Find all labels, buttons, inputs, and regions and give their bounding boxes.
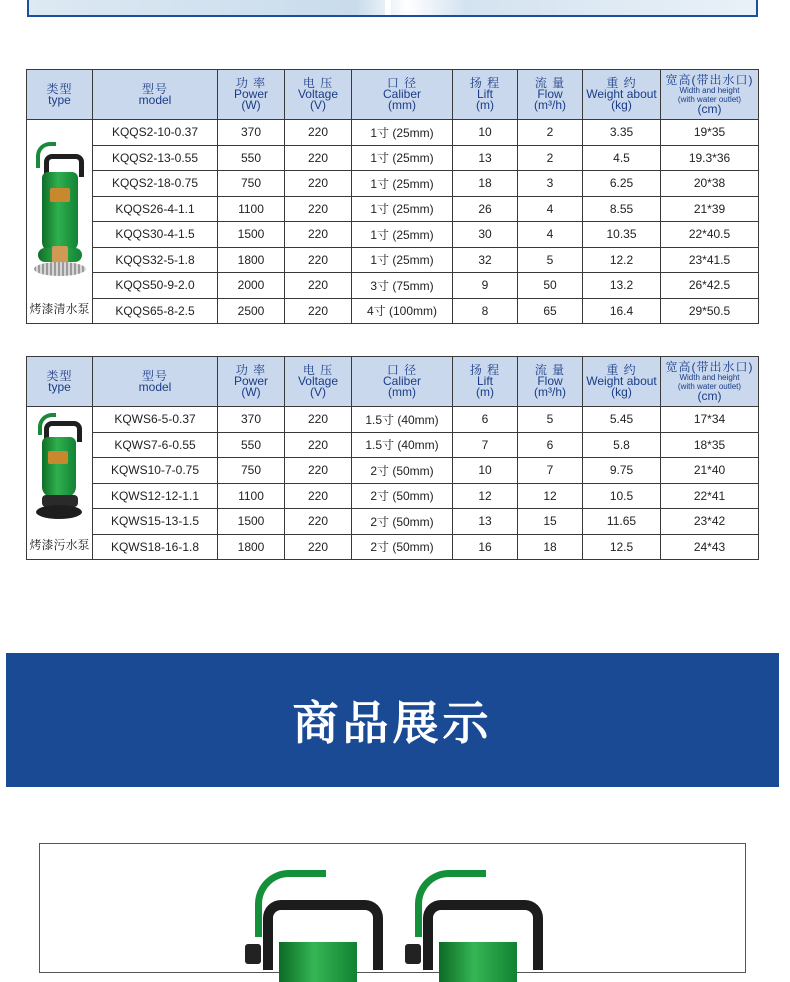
table-row <box>27 432 759 458</box>
cell-lift: 10 <box>453 120 518 146</box>
cell-model: KQQS32-5-1.8 <box>93 247 218 273</box>
cell-lift: 18 <box>453 171 518 197</box>
table-row <box>27 509 759 535</box>
cell-caliber: 2寸 (50mm) <box>352 534 453 560</box>
cell-power: 550 <box>218 145 285 171</box>
header-power: 功 率 Power (W) <box>218 357 285 407</box>
cell-lift: 10 <box>453 458 518 484</box>
cell-flow: 5 <box>518 407 583 433</box>
cell-voltage: 220 <box>285 509 352 535</box>
cell-size: 21*40 <box>661 458 759 484</box>
cell-size: 21*39 <box>661 196 759 222</box>
cell-flow: 4 <box>518 222 583 248</box>
section-banner <box>6 653 779 787</box>
cell-size: 26*42.5 <box>661 273 759 299</box>
cell-lift: 9 <box>453 273 518 299</box>
cell-power: 370 <box>218 120 285 146</box>
clear-water-pump-image <box>30 134 90 284</box>
pump-type-cell <box>27 120 93 324</box>
header-model: 型号 model <box>93 357 218 407</box>
cell-weight: 8.55 <box>583 196 661 222</box>
cell-power: 1500 <box>218 509 285 535</box>
sewage-pump-spec-table <box>26 356 759 560</box>
cell-power: 750 <box>218 171 285 197</box>
cell-weight: 6.25 <box>583 171 661 197</box>
cell-weight: 12.2 <box>583 247 661 273</box>
image-divider <box>385 0 391 15</box>
table-row <box>27 534 759 560</box>
table-row <box>27 222 759 248</box>
header-flow: 流 量 Flow (m³/h) <box>518 70 583 120</box>
cell-weight: 16.4 <box>583 298 661 324</box>
header-size: 宽高(带出水口) Width and height (with water outlet) (cm) <box>661 70 759 120</box>
cell-size: 17*34 <box>661 407 759 433</box>
cell-size: 22*40.5 <box>661 222 759 248</box>
sewage-pump-image <box>30 407 90 522</box>
cell-lift: 30 <box>453 222 518 248</box>
cell-caliber: 3寸 (75mm) <box>352 273 453 299</box>
cell-caliber: 1.5寸 (40mm) <box>352 407 453 433</box>
table-row <box>27 273 759 299</box>
cell-lift: 32 <box>453 247 518 273</box>
cell-model: KQWS18-16-1.8 <box>93 534 218 560</box>
cell-lift: 7 <box>453 432 518 458</box>
table-row <box>27 247 759 273</box>
cell-size: 23*42 <box>661 509 759 535</box>
cell-voltage: 220 <box>285 483 352 509</box>
cell-caliber: 4寸 (100mm) <box>352 298 453 324</box>
cell-model: KQQS65-8-2.5 <box>93 298 218 324</box>
table-row <box>27 407 759 433</box>
header-lift: 扬 程 Lift (m) <box>453 70 518 120</box>
table-row <box>27 120 759 146</box>
cell-caliber: 1寸 (25mm) <box>352 196 453 222</box>
header-lift: 扬 程 Lift (m) <box>453 357 518 407</box>
cell-caliber: 2寸 (50mm) <box>352 509 453 535</box>
cell-power: 2500 <box>218 298 285 324</box>
cell-voltage: 220 <box>285 247 352 273</box>
cell-weight: 10.5 <box>583 483 661 509</box>
cell-model: KQQS2-18-0.75 <box>93 171 218 197</box>
cell-voltage: 220 <box>285 145 352 171</box>
cell-size: 19*35 <box>661 120 759 146</box>
cell-model: KQQS2-10-0.37 <box>93 120 218 146</box>
header-weight: 重 约 Weight about (kg) <box>583 70 661 120</box>
cell-lift: 13 <box>453 509 518 535</box>
cell-caliber: 1寸 (25mm) <box>352 145 453 171</box>
cell-voltage: 220 <box>285 407 352 433</box>
clear-water-pump-spec-table <box>26 69 759 324</box>
cell-flow: 50 <box>518 273 583 299</box>
cell-power: 1100 <box>218 196 285 222</box>
cell-weight: 3.35 <box>583 120 661 146</box>
header-size: 宽高(带出水口) Width and height (with water outlet) (cm) <box>661 357 759 407</box>
header-model: 型号 model <box>93 70 218 120</box>
cell-model: KQQS50-9-2.0 <box>93 273 218 299</box>
table-header-row <box>27 70 759 120</box>
cell-power: 2000 <box>218 273 285 299</box>
cell-power: 550 <box>218 432 285 458</box>
cell-model: KQQS2-13-0.55 <box>93 145 218 171</box>
header-caliber: 口 径 Caliber (mm) <box>352 70 453 120</box>
table-header-row <box>27 357 759 407</box>
pump-type-label: 烤漆清水泵 <box>29 302 90 316</box>
cell-flow: 12 <box>518 483 583 509</box>
cell-caliber: 1.5寸 (40mm) <box>352 432 453 458</box>
top-product-image-strip <box>27 0 758 17</box>
table-row <box>27 196 759 222</box>
cell-power: 750 <box>218 458 285 484</box>
table-row <box>27 458 759 484</box>
cell-power: 1500 <box>218 222 285 248</box>
cell-weight: 10.35 <box>583 222 661 248</box>
cell-weight: 9.75 <box>583 458 661 484</box>
cell-caliber: 2寸 (50mm) <box>352 458 453 484</box>
cell-caliber: 1寸 (25mm) <box>352 171 453 197</box>
table-row <box>27 298 759 324</box>
pump-type-label: 烤漆污水泵 <box>29 538 90 552</box>
cell-weight: 5.45 <box>583 407 661 433</box>
cell-voltage: 220 <box>285 458 352 484</box>
cell-caliber: 2寸 (50mm) <box>352 483 453 509</box>
product-showcase-image <box>39 843 746 973</box>
cell-flow: 65 <box>518 298 583 324</box>
cell-lift: 13 <box>453 145 518 171</box>
cell-power: 370 <box>218 407 285 433</box>
cell-model: KQQS26-4-1.1 <box>93 196 218 222</box>
cell-model: KQQS30-4-1.5 <box>93 222 218 248</box>
cell-model: KQWS10-7-0.75 <box>93 458 218 484</box>
header-caliber: 口 径 Caliber (mm) <box>352 357 453 407</box>
cell-model: KQWS12-12-1.1 <box>93 483 218 509</box>
cell-caliber: 1寸 (25mm) <box>352 247 453 273</box>
table-row <box>27 483 759 509</box>
cell-model: KQWS7-6-0.55 <box>93 432 218 458</box>
header-weight: 重 约 Weight about (kg) <box>583 357 661 407</box>
cell-flow: 15 <box>518 509 583 535</box>
cell-voltage: 220 <box>285 298 352 324</box>
cell-flow: 2 <box>518 120 583 146</box>
cell-caliber: 1寸 (25mm) <box>352 222 453 248</box>
cell-voltage: 220 <box>285 222 352 248</box>
cell-voltage: 220 <box>285 171 352 197</box>
cell-weight: 11.65 <box>583 509 661 535</box>
header-type: 类型 type <box>27 357 93 407</box>
banner-title: 商品展示 <box>292 697 493 749</box>
cell-flow: 18 <box>518 534 583 560</box>
header-power: 功 率 Power (W) <box>218 70 285 120</box>
cell-flow: 7 <box>518 458 583 484</box>
header-voltage: 电 压 Voltage (V) <box>285 70 352 120</box>
cell-flow: 5 <box>518 247 583 273</box>
cell-voltage: 220 <box>285 432 352 458</box>
cell-voltage: 220 <box>285 120 352 146</box>
cell-lift: 6 <box>453 407 518 433</box>
header-voltage: 电 压 Voltage (V) <box>285 357 352 407</box>
cell-lift: 26 <box>453 196 518 222</box>
header-flow: 流 量 Flow (m³/h) <box>518 357 583 407</box>
cell-power: 1100 <box>218 483 285 509</box>
header-type: 类型 type <box>27 70 93 120</box>
cell-flow: 4 <box>518 196 583 222</box>
cell-flow: 3 <box>518 171 583 197</box>
cell-size: 19.3*36 <box>661 145 759 171</box>
cell-size: 20*38 <box>661 171 759 197</box>
cell-voltage: 220 <box>285 273 352 299</box>
cell-lift: 16 <box>453 534 518 560</box>
table-row <box>27 171 759 197</box>
cell-weight: 13.2 <box>583 273 661 299</box>
cell-model: KQWS15-13-1.5 <box>93 509 218 535</box>
cell-model: KQWS6-5-0.37 <box>93 407 218 433</box>
cell-size: 23*41.5 <box>661 247 759 273</box>
cell-size: 22*41 <box>661 483 759 509</box>
cell-weight: 5.8 <box>583 432 661 458</box>
pump-type-cell <box>27 407 93 560</box>
cell-size: 24*43 <box>661 534 759 560</box>
cell-caliber: 1寸 (25mm) <box>352 120 453 146</box>
cell-voltage: 220 <box>285 534 352 560</box>
cell-lift: 8 <box>453 298 518 324</box>
table-row <box>27 145 759 171</box>
cell-flow: 6 <box>518 432 583 458</box>
cell-size: 18*35 <box>661 432 759 458</box>
cell-flow: 2 <box>518 145 583 171</box>
cell-size: 29*50.5 <box>661 298 759 324</box>
cell-power: 1800 <box>218 534 285 560</box>
cell-power: 1800 <box>218 247 285 273</box>
cell-lift: 12 <box>453 483 518 509</box>
cell-voltage: 220 <box>285 196 352 222</box>
cell-weight: 4.5 <box>583 145 661 171</box>
cell-weight: 12.5 <box>583 534 661 560</box>
